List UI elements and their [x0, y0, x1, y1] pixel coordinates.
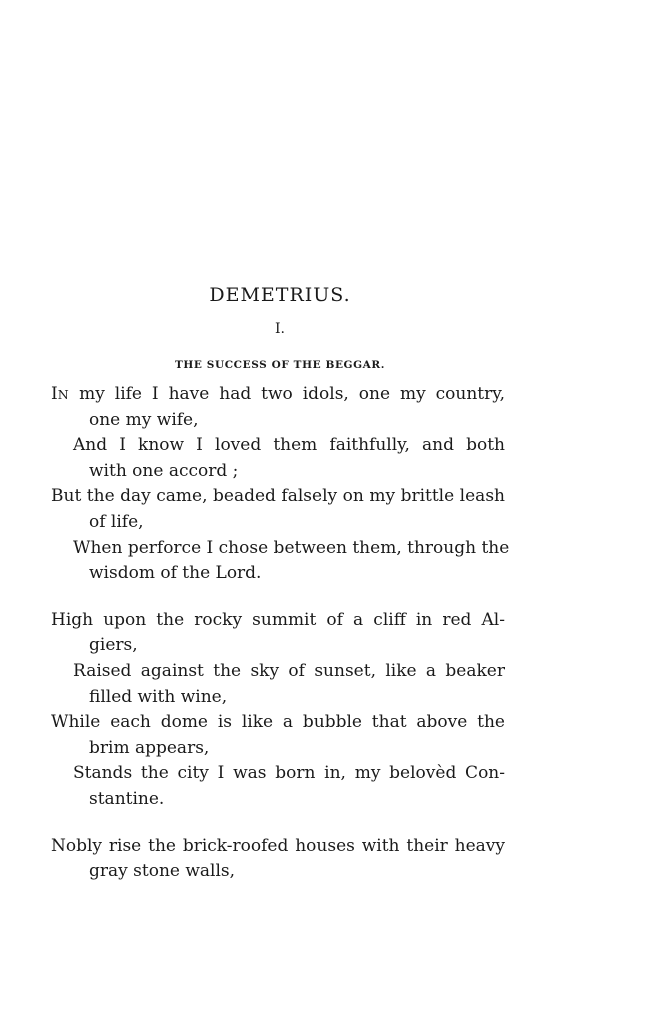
poem-line: Raised against the sky of sunset, like a beaker [73, 660, 505, 681]
line-text: my life I have had two idols, one my country, [69, 384, 505, 404]
poem-line: wisdom of the Lord. [89, 563, 262, 584]
poem-line: When perforce I chose between them, through the [73, 537, 510, 558]
poem-line [51, 382, 505, 408]
poem-line: Stands the city I was born in, my belovèd Con- [73, 763, 505, 784]
poem-line: brim appears, [89, 737, 210, 758]
poem-title: DEMETRIUS. [209, 284, 351, 306]
poem-line: filled with wine, [89, 686, 228, 707]
poem-line: one my wife, [89, 409, 199, 430]
poem-line: And I know I loved them faithfully, and both [73, 435, 505, 456]
poem-line: giers, [89, 635, 138, 656]
stanza [0, 382, 648, 587]
poem-line: with one accord ; [89, 460, 239, 481]
poem-line: gray stone walls, [89, 861, 236, 882]
poem-line: of life, [89, 511, 144, 532]
poem-line: High upon the rocky summit of a cliff in red Al- [51, 609, 505, 630]
poem-line: While each dome is like a bubble that above the [51, 712, 505, 733]
initial-letter: I [51, 384, 58, 404]
part-number: I. [275, 321, 285, 337]
section-subtitle: THE SUCCESS OF THE BEGGAR. [174, 359, 386, 371]
stanza [0, 608, 648, 813]
poem-body [0, 382, 648, 906]
poem-line: stantine. [89, 788, 165, 809]
poem-line: But the day came, beaded falsely on my brittle leash [51, 486, 505, 507]
stanza [0, 834, 648, 885]
small-caps-letter: N [57, 387, 70, 402]
poem-line: Nobly rise the brick-roofed houses with their heavy [51, 835, 505, 856]
